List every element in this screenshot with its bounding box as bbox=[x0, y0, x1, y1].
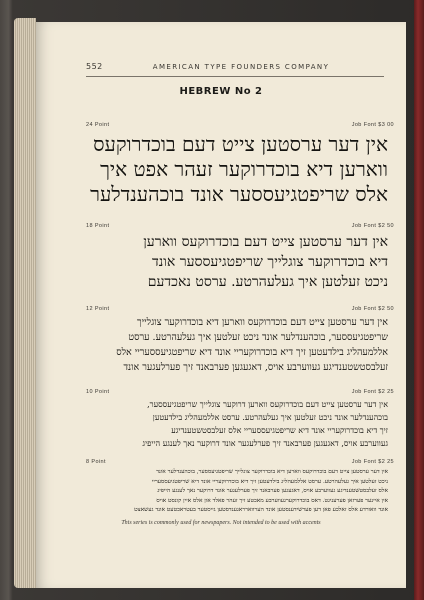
size-label-8pt: 8 Point bbox=[86, 459, 106, 465]
page-title: HEBREW No 2 bbox=[179, 86, 263, 97]
specimen-page bbox=[36, 22, 406, 588]
specimen-line: אין איינער פערזאן פערעניגט. דאס בוכדרוקערגעווערבע מאכטע זיך זעהר פאלד און אלס איין קונסט אויס bbox=[156, 497, 388, 504]
price-label-24pt: Job Font $3 00 bbox=[351, 122, 394, 128]
specimen-18pt bbox=[84, 232, 388, 292]
specimen-line: אין דער ערסטען צייט דעם בוכדרוקעס ווארען דיא בוכדרוקער צוגלייך bbox=[136, 317, 388, 328]
specimen-line: זעלבסטשטענדיגע געווערבע אויס, דאגעגען פערבאנד זיך פערלעגער אונד bbox=[123, 362, 388, 373]
specimen-line: בוכהענדלער אונד ניכט זעלטען איך געלעהרטע. ערסט אללמעהליג בילדעטען bbox=[152, 413, 388, 422]
running-head bbox=[86, 62, 396, 74]
specimen-12pt bbox=[84, 315, 388, 375]
size-label-24pt: 24 Point bbox=[86, 122, 110, 128]
specimen-line: ניכט זעלטען איך געלעהרטע. ערסט נאכדעם bbox=[147, 274, 388, 290]
specimen-line: אין דער ערסטען צייט דעם בוכדרוקעס ווארען דיא בוכדרוקער צוגלייך שריפטגיעססער, בוכהענדלער אונד bbox=[156, 469, 388, 475]
specimen-line: געווערבע אויס, דאגעגען פערבאנד זיך פערלעגער אונד דרוקער נאך לענגע הייפיג bbox=[142, 439, 388, 448]
specimen-8pt bbox=[84, 468, 388, 516]
specimen-line: זיך דיא בוכדרוקעריי אונד דיא שריפטגיעססעריי אלס זעלבסטשטענדיגע bbox=[171, 426, 388, 435]
specimen-24pt bbox=[84, 132, 388, 207]
specimen-line: אללמעהליג בילדעטען זיך דיא בוכדרוקעריי אונד דיא שריפטגיעססעריי אלס bbox=[116, 347, 388, 358]
specimen-10pt bbox=[84, 398, 388, 450]
page-edges bbox=[14, 18, 36, 588]
price-label-12pt: Job Font $2 50 bbox=[351, 306, 394, 312]
specimen-line: אין דער ערסטען צייט דעם בוכדרוקעס ווארען bbox=[143, 234, 388, 250]
price-label-8pt: Job Font $2 25 bbox=[351, 459, 394, 465]
specimen-line: אין דער ערסטען צייט דעם בוכדרוקעס ווארען דרוקער צוגלייך שריפטגיעססער, bbox=[147, 400, 388, 409]
specimen-line: אונד וואורדע אלס זאלכע פאן דען פערשידענסטען אונד הערווארראגענדסטען גייסטער בעטראכטעט אונד געשאצט bbox=[134, 507, 388, 513]
price-label-18pt: Job Font $2 50 bbox=[351, 223, 394, 229]
specimen-line: אין דער ערסטען צייט דעם בוכדרוקעס bbox=[93, 132, 388, 156]
specimen-line: ווארען דיא בוכדרוקער זעהר אפט איך bbox=[100, 157, 388, 181]
page-number: 552 bbox=[86, 62, 103, 71]
book-spine bbox=[414, 0, 424, 600]
publisher-name: AMERICAN TYPE FOUNDERS COMPANY bbox=[152, 63, 330, 71]
footer-caption: This series is commonly used for newspapers. Not intended to be used with accents bbox=[121, 520, 321, 526]
price-label-10pt: Job Font $2 25 bbox=[351, 389, 394, 395]
specimen-line: ניכט זעלטען איך געלעהרטע. ערסט אללמעהליג בילדעטען זיך דיא בוכדרוקעריי אונד דיא שריפטגיעססעריי bbox=[151, 478, 388, 485]
size-label-12pt: 12 Point bbox=[86, 306, 110, 312]
specimen-line: דיא בוכדרוקער צוגלייך שריפטגיעססער אונד bbox=[151, 254, 388, 270]
specimen-line: שריפטגיעססער, בוכהענדלער אונד ניכט זעלטען איך געלעהרטע. ערסט bbox=[128, 332, 388, 343]
size-label-10pt: 10 Point bbox=[86, 389, 110, 395]
header-rule bbox=[86, 76, 384, 77]
specimen-line: אלס שריפטגיעססער אונד בוכהענדלער bbox=[90, 182, 388, 206]
size-label-18pt: 18 Point bbox=[86, 223, 110, 229]
specimen-line: אלס זעלבסטשטענדיגע געווערבע אויס, דאגעגען פערבאנד זיך פערלעגער אונד דרוקער נאך לענגע הייפיג bbox=[157, 488, 388, 494]
